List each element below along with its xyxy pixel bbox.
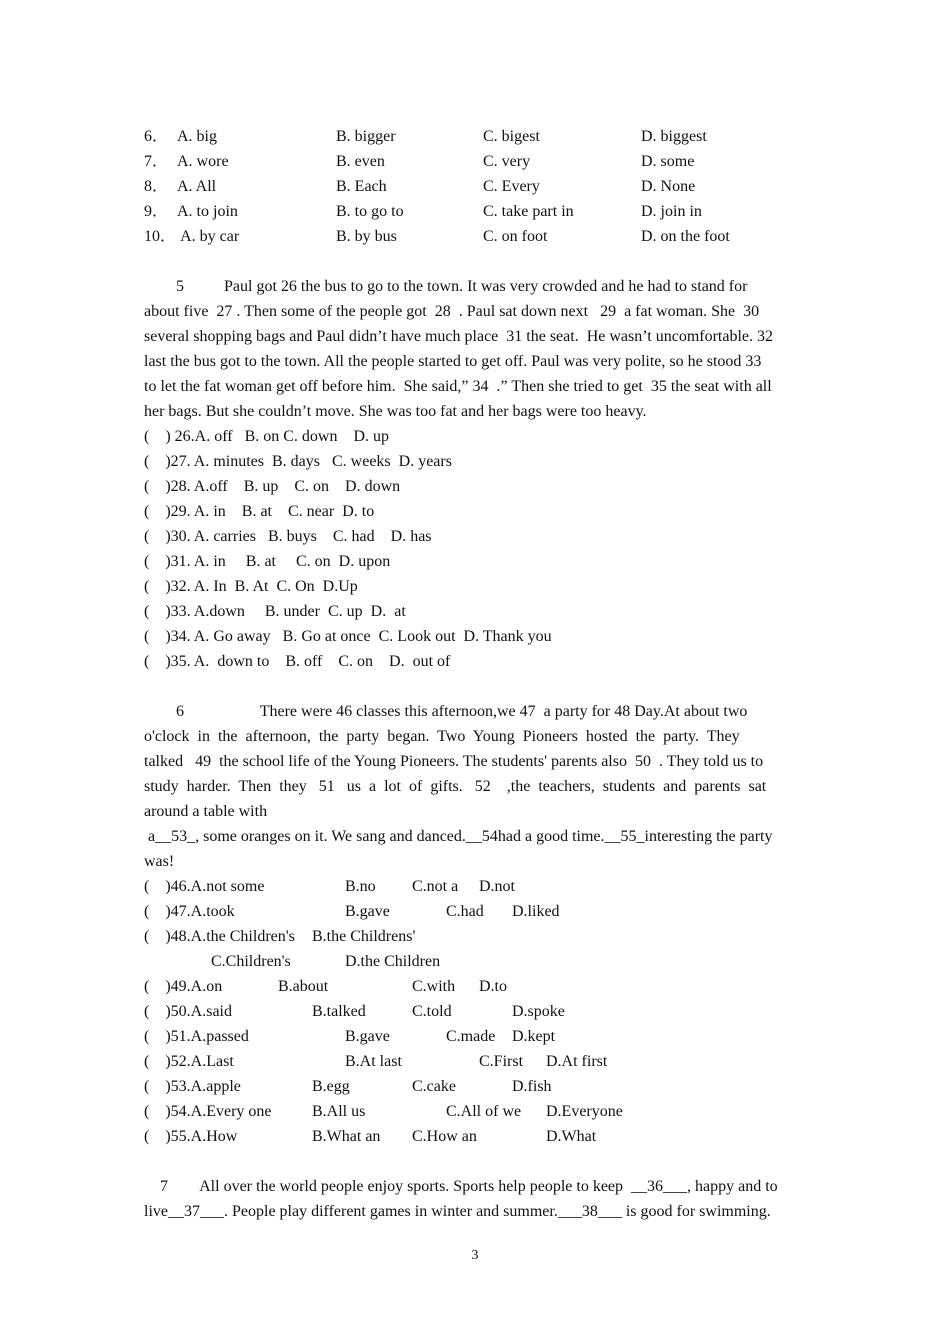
question-prefix: ( )55.A.How (144, 1128, 238, 1145)
question-line: ( )33. A.down B. under C. up D. at (144, 603, 406, 620)
passage-line: live__37___. People play different games in winter and summer.___38___ is good for swimming. (144, 1203, 771, 1220)
option-d: D.Everyone (546, 1103, 623, 1120)
question-number: 8． (144, 178, 169, 195)
option-b: B. Each (336, 178, 387, 195)
question-line (144, 949, 806, 974)
option-b: B.What an (312, 1128, 381, 1145)
option-c: C. Every (483, 178, 540, 195)
option-a: A. by car (177, 228, 240, 245)
options-6-10 (144, 124, 806, 249)
question-prefix: ( )46.A.not some (144, 878, 265, 895)
question-prefix: ( )48.A.the Children's (144, 928, 295, 945)
passage-line: o'clock in the afternoon, the party began. Two Young Pioneers hosted the party. They (144, 728, 740, 745)
option-row (144, 124, 806, 149)
question-prefix: ( )51.A.passed (144, 1028, 249, 1045)
passage-line: to let the fat woman get off before him. She said,” 34 .” Then she tried to get 35 the seat with all (144, 378, 772, 395)
passage-line: study harder. Then they 51 us a lot of gifts. 52 ,the teachers, students and parents sat (144, 778, 767, 795)
option-c: C.told (412, 1003, 452, 1020)
question-prefix: ( )52.A.Last (144, 1053, 234, 1070)
option-row (144, 224, 806, 249)
option-b: B. bigger (336, 128, 396, 145)
option-d: D. biggest (641, 128, 707, 145)
questions-46-55 (144, 874, 806, 1149)
question-number: 10． (144, 228, 177, 245)
question-line: ( ) 26.A. off B. on C. down D. up (144, 428, 390, 445)
question-line (144, 874, 806, 899)
option-b: B.At last (345, 1053, 402, 1070)
question-line: ( )32. A. In B. At C. On D.Up (144, 578, 358, 595)
passage-line: around a table with (144, 803, 268, 820)
option-a: A. wore (177, 153, 229, 170)
passage-line: was! (144, 853, 175, 870)
option-row (144, 174, 806, 199)
option-c: C.had (446, 903, 484, 920)
option-d: D.not (479, 878, 515, 895)
option-c: C.made (446, 1028, 496, 1045)
question-line (144, 1124, 806, 1149)
passage-line: 7 All over the world people enjoy sports. Sports help people to keep __36___, happy and to (144, 1178, 778, 1195)
question-line: ( )27. A. minutes B. days C. weeks D. years (144, 453, 452, 470)
question-line (144, 924, 806, 949)
option-d: D.At first (546, 1053, 608, 1070)
question-prefix: ( )49.A.on (144, 978, 223, 995)
question-line (144, 1074, 806, 1099)
option-d: D.the Children (345, 953, 441, 970)
option-c: C.First (479, 1053, 524, 1070)
question-line: ( )35. A. down to B. off C. on D. out of (144, 653, 451, 670)
option-b: B.All us (312, 1103, 366, 1120)
option-d: D. join in (641, 203, 702, 220)
passage-line: talked 49 the school life of the Young Pioneers. The students' parents also 50 . They told us to (144, 753, 764, 770)
passage-line: 5 Paul got 26 the bus to go to the town. It was very crowded and he had to stand for (144, 278, 748, 295)
option-b: B.the Childrens' (312, 928, 416, 945)
option-row (144, 199, 806, 224)
option-d: D. on the foot (641, 228, 730, 245)
question-line (144, 899, 806, 924)
passage-7 (144, 1174, 806, 1224)
page-number: 3 (471, 1248, 479, 1263)
question-prefix: ( )53.A.apple (144, 1078, 241, 1095)
option-b: B.no (345, 878, 376, 895)
question-line (144, 1024, 806, 1049)
option-b: B.about (278, 978, 329, 995)
option-d: D.to (479, 978, 507, 995)
passage-line: about five 27 . Then some of the people got 28 . Paul sat down next 29 a fat woman. She 30 (144, 303, 760, 320)
question-number: 9． (144, 203, 169, 220)
option-c: C.Children's (211, 953, 291, 970)
option-b: B. by bus (336, 228, 397, 245)
option-b: B. to go to (336, 203, 404, 220)
question-line: ( )31. A. in B. at C. on D. upon (144, 553, 391, 570)
passage-line: last the bus got to the town. All the people started to get off. Paul was very polite, so he stood 33 (144, 353, 762, 370)
option-c: C.All of we (446, 1103, 522, 1120)
option-b: B.gave (345, 1028, 390, 1045)
option-c: C.with (412, 978, 456, 995)
option-c: C.cake (412, 1078, 456, 1095)
option-c: C. take part in (483, 203, 574, 220)
option-d: D.What (546, 1128, 597, 1145)
question-prefix: ( )54.A.Every one (144, 1103, 272, 1120)
question-line (144, 1099, 806, 1124)
question-line: ( )30. A. carries B. buys C. had D. has (144, 528, 432, 545)
option-c: C. very (483, 153, 531, 170)
question-line: ( )28. A.off B. up C. on D. down (144, 478, 401, 495)
passage-6 (144, 699, 806, 874)
option-c: C.How an (412, 1128, 477, 1145)
option-d: D.spoke (512, 1003, 565, 1020)
passage-line: 6 There were 46 classes this afternoon,we 47 a party for 48 Day.At about two (144, 703, 748, 720)
question-line (144, 974, 806, 999)
option-a: A. to join (177, 203, 238, 220)
question-line: ( )34. A. Go away B. Go at once C. Look out D. Thank you (144, 628, 552, 645)
option-c: C. on foot (483, 228, 548, 245)
option-row (144, 149, 806, 174)
option-d: D.fish (512, 1078, 552, 1095)
option-b: B.gave (345, 903, 390, 920)
option-c: C. bigest (483, 128, 540, 145)
option-a: A. All (177, 178, 217, 195)
option-d: D. some (641, 153, 695, 170)
question-prefix: ( )47.A.took (144, 903, 235, 920)
document-page (144, 124, 806, 1224)
questions-26-35 (144, 424, 806, 674)
passage-5 (144, 274, 806, 424)
passage-line: a__53_, some oranges on it. We sang and danced.__54had a good time.__55_interesting the party (144, 828, 773, 845)
option-b: B. even (336, 153, 385, 170)
question-line: ( )29. A. in B. at C. near D. to (144, 503, 375, 520)
passage-line: several shopping bags and Paul didn’t have much place 31 the seat. He wasn’t uncomfortable. 32 (144, 328, 774, 345)
question-line (144, 1049, 806, 1074)
option-c: C.not a (412, 878, 459, 895)
passage-line: her bags. But she couldn’t move. She was too fat and her bags were too heavy. (144, 403, 647, 420)
question-prefix: ( )50.A.said (144, 1003, 232, 1020)
option-d: D.liked (512, 903, 560, 920)
option-a: A. big (177, 128, 217, 145)
option-b: B.talked (312, 1003, 366, 1020)
question-line (144, 999, 806, 1024)
question-number: 6． (144, 128, 169, 145)
question-number: 7． (144, 153, 169, 170)
option-b: B.egg (312, 1078, 350, 1095)
option-d: D.kept (512, 1028, 556, 1045)
option-d: D. None (641, 178, 696, 195)
